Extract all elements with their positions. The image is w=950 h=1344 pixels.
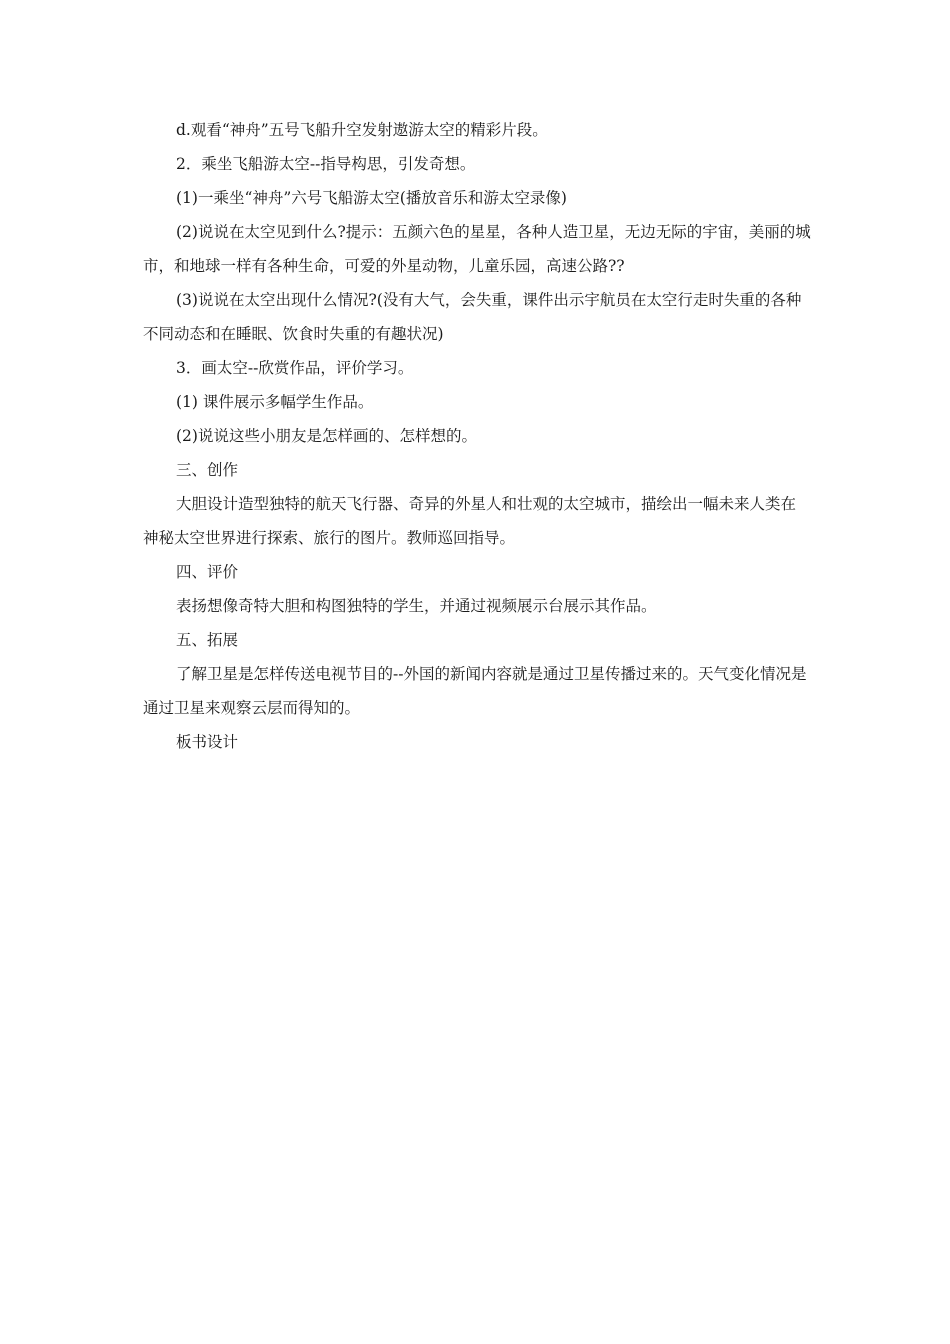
paragraph-blackboard-design: 板书设计 (176, 733, 239, 751)
section-heading-evaluate: 四、评价 (176, 563, 239, 581)
section-heading-extend: 五、拓展 (176, 631, 239, 649)
paragraph-step3-item2: (2)说说这些小朋友是怎样画的、怎样想的。 (176, 427, 477, 445)
paragraph-video-shenzhou5: d.观看“神舟”五号飞船升空发射遨游太空的精彩片段。 (176, 121, 548, 139)
paragraph-step3-heading: 3．画太空--欣赏作品，评价学习。 (176, 359, 414, 377)
paragraph-extend-body: 了解卫星是怎样传送电视节目的--外国的新闻内容就是通过卫星传播过来的。天气变化情况是通过卫星来观察云层而得知的。 (143, 665, 807, 717)
paragraph-step2-item3: (3)说说在太空出现什么情况?(没有大气，会失重，课件出示宇航员在太空行走时失重的各种不同动态和在睡眠、饮食时失重的有趣状况) (143, 291, 802, 343)
paragraph-evaluate-body: 表扬想像奇特大胆和构图独特的学生，并通过视频展示台展示其作品。 (176, 597, 657, 615)
paragraph-create-body: 大胆设计造型独特的航天飞行器、奇异的外星人和壮观的太空城市，描绘出一幅未来人类在神秘太空世界进行探索、旅行的图片。教师巡回指导。 (143, 495, 797, 547)
section-heading-create: 三、创作 (176, 461, 239, 479)
document-body (143, 113, 811, 759)
paragraph-step3-item1: (1) 课件展示多幅学生作品。 (176, 393, 374, 411)
paragraph-step2-item1: (1)一乘坐“神舟”六号飞船游太空(播放音乐和游太空录像) (176, 189, 567, 207)
paragraph-step2-item2: (2)说说在太空见到什么?提示：五颜六色的星星，各种人造卫星，无边无际的宇宙，美丽的城市，和地球一样有各种生命，可爱的外星动物，儿童乐园，高速公路?? (143, 223, 811, 275)
paragraph-step2-heading: 2．乘坐飞船游太空--指导构思，引发奇想。 (176, 155, 476, 173)
